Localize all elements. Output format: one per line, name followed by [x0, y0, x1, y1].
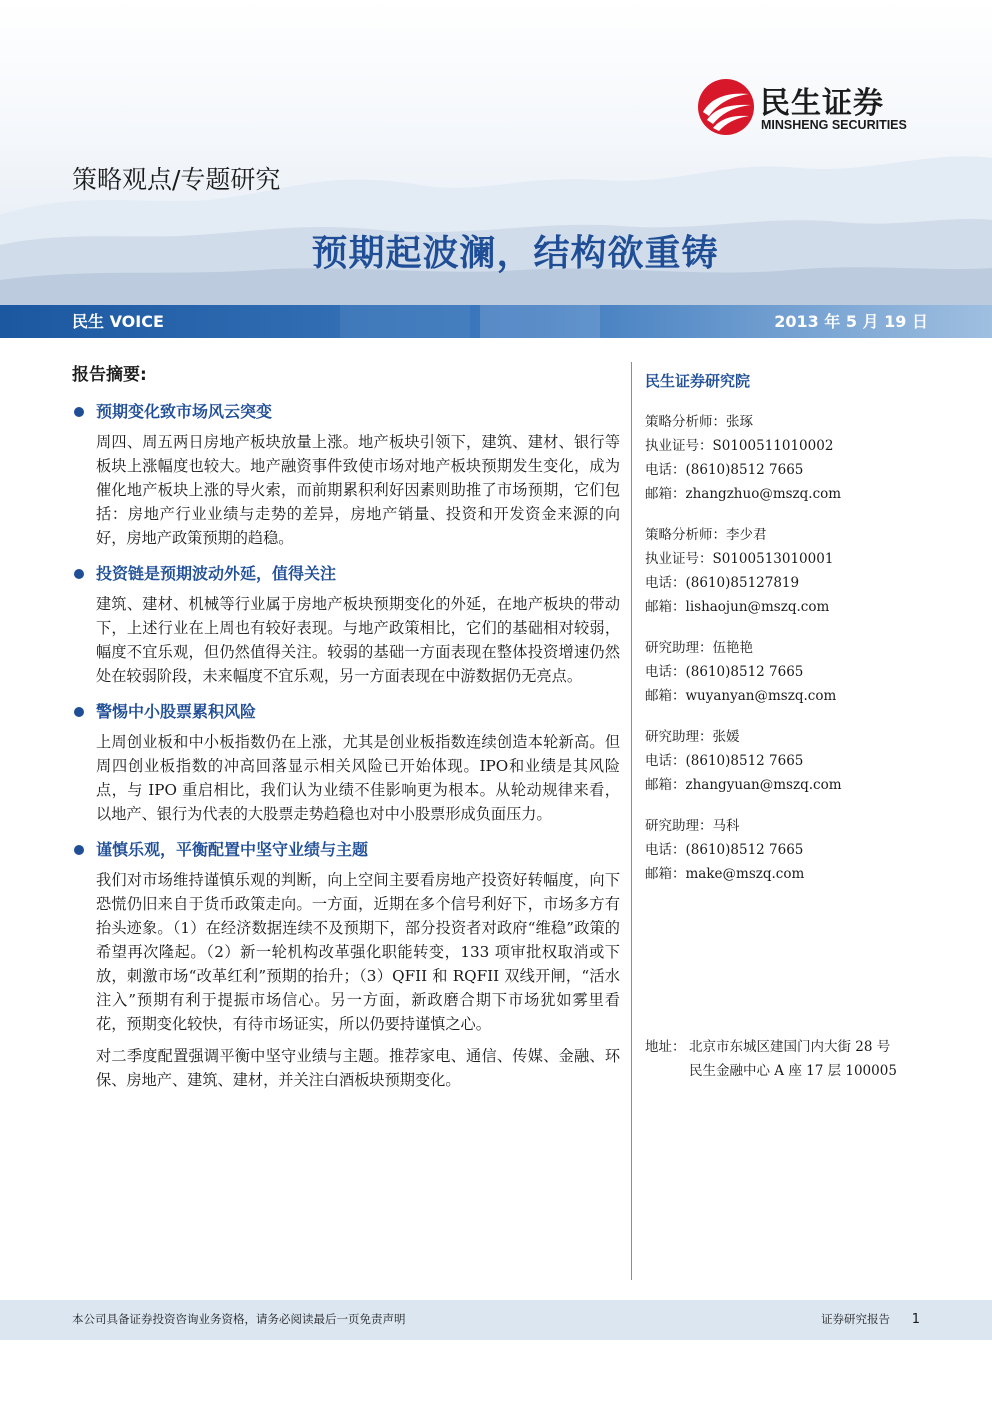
address-line-1: 北京市东城区建国门内大街 28 号	[689, 1039, 891, 1055]
bullet-icon	[74, 845, 84, 855]
analyst-card	[645, 410, 965, 506]
column-divider	[631, 362, 632, 1280]
analyst-sidebar	[645, 366, 965, 903]
section-heading-text: 警惕中小股票累积风险	[96, 702, 257, 721]
analyst-card	[645, 814, 965, 886]
analyst-phone: 电话：(8610)8512 7665	[645, 664, 804, 680]
analyst-email[interactable]: 邮箱：zhangyuan@mszq.com	[645, 777, 842, 793]
minsheng-logo	[697, 78, 927, 138]
report-title: 预期起波澜，结构欲重铸	[311, 233, 719, 274]
analyst-email[interactable]: 邮箱：zhangzhuo@mszq.com	[645, 486, 842, 502]
band-series-label: 民生 VOICE	[72, 312, 164, 331]
section-paragraph: 我们对市场维持谨慎乐观的判断，向上空间主要看房地产投资好转幅度，向下恐慌仍旧来自于货币政策走向。一方面，近期在多个信号利好下，市场多方有抬头迹象。（1）在经济数据连续不及预期下，部分投资者对政府“维稳”政策的希望再次隆起。（2）新一轮机构改革强化职能转变，133 项审批权取消或下放，刺激市场“改革红利”预期的抬升；（3）QFII 和 RQFII 双线开闸，“活水注入”预期有利于提振市场信心。另一方面，新政磨合期下市场犹如雾里看花，预期变化较快，有待市场证实，所以仍要持谨慎之心。	[96, 871, 620, 1033]
institute-name: 民生证券研究院	[645, 372, 751, 390]
address-label: 地址：	[645, 1039, 686, 1055]
section-paragraph: 上周创业板和中小板指数仍在上涨，尤其是创业板指数连续创造本轮新高。但周四创业板指数的冲高回落显示相关风险已开始体现。IPO和业绩是其风险点，与 IPO 重启相比，我们认为业绩不佳影响更为根本。从轮动规律来看，以地产、银行为代表的大股票走势趋稳也对中小股票形成负面压力。	[96, 733, 620, 823]
section-paragraph: 建筑、建材、机械等行业属于房地产板块预期变化的外延，在地产板块的带动下，上述行业在上周也有较好表现。与地产政策相比，它们的基础相对较弱，幅度不宜乐观，但仍然值得关注。较弱的基础一方面表现在整体投资增速仍然处在较弱阶段，未来幅度不宜乐观，另一方面表现在中游数据仍无亮点。	[96, 595, 620, 685]
footer-meta	[821, 1311, 920, 1327]
section-heading	[72, 396, 620, 428]
analyst-name: 策略分析师：李少君	[645, 527, 767, 543]
analyst-phone: 电话：(8610)8512 7665	[645, 462, 804, 478]
analyst-name: 策略分析师：张琢	[645, 414, 753, 430]
analyst-license: 执业证号：S0100511010002	[645, 438, 834, 454]
section-paragraph: 对二季度配置强调平衡中坚守业绩与主题。推荐家电、通信、传媒、金融、环保、房地产、建筑、建材，并关注白酒板块预期变化。	[96, 1047, 620, 1089]
minsheng-logo-icon	[697, 78, 755, 136]
section-heading	[72, 696, 620, 728]
section-heading-text: 投资链是预期波动外延，值得关注	[96, 564, 337, 583]
bullet-icon	[74, 569, 84, 579]
bullet-icon	[74, 707, 84, 717]
analyst-email[interactable]: 邮箱：lishaojun@mszq.com	[645, 599, 830, 615]
analyst-license: 执业证号：S0100513010001	[645, 551, 834, 567]
analyst-phone: 电话：(8610)8512 7665	[645, 753, 804, 769]
analyst-phone: 电话：(8610)8512 7665	[645, 842, 804, 858]
brand-name-en: MINSHENG SECURITIES	[761, 118, 907, 132]
report-date: 2013 年 5 月 19 日	[774, 312, 928, 331]
brand-name-cn: 民生证券	[760, 86, 884, 121]
section-heading	[72, 834, 620, 866]
analyst-name: 研究助理：伍艳艳	[645, 640, 753, 656]
analyst-card	[645, 636, 965, 708]
bullet-icon	[74, 407, 84, 417]
institute-address	[645, 1035, 965, 1083]
summary-column	[72, 360, 620, 1100]
page-number: 1	[911, 1312, 920, 1327]
analyst-email[interactable]: 邮箱：make@mszq.com	[645, 866, 805, 882]
section-heading	[72, 558, 620, 590]
section-heading-text: 谨慎乐观，平衡配置中坚守业绩与主题	[96, 840, 369, 859]
footer-disclaimer: 本公司具备证券投资咨询业务资格，请务必阅读最后一页免责声明	[72, 1312, 406, 1326]
section-heading-text: 预期变化致市场风云突变	[96, 402, 273, 421]
analyst-phone: 电话：(8610)85127819	[645, 575, 800, 591]
analyst-name: 研究助理：马科	[645, 818, 740, 834]
report-category: 策略观点/专题研究	[72, 165, 281, 194]
analyst-email[interactable]: 邮箱：wuyanyan@mszq.com	[645, 688, 837, 704]
section-paragraph: 周四、周五两日房地产板块放量上涨。地产板块引领下，建筑、建材、银行等板块上涨幅度也较大。地产融资事件致使市场对地产板块预期发生变化，成为催化地产板块上涨的导火索，而前期累积利好因素则助推了市场预期，它们包括：房地产行业业绩与走势的差异，房地产销量、投资和开发资金来源的向好，房地产政策预期的趋稳。	[96, 433, 620, 547]
analyst-name: 研究助理：张媛	[645, 729, 740, 745]
analyst-card	[645, 725, 965, 797]
address-line-2: 民生金融中心 A 座 17 层 100005	[689, 1063, 897, 1079]
summary-title: 报告摘要:	[72, 365, 147, 385]
analyst-card	[645, 523, 965, 619]
footer-report-type: 证券研究报告	[821, 1312, 891, 1326]
